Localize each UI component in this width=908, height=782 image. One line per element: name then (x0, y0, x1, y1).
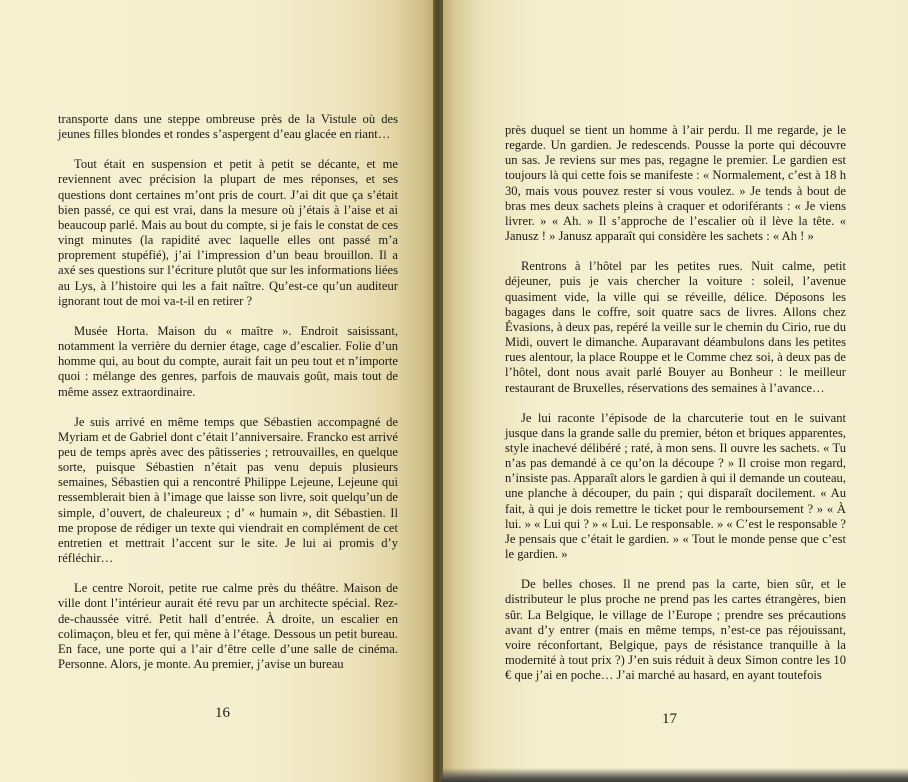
paragraph: Musée Horta. Maison du « maître ». Endroit saisissant, notamment la verrière du dernier étage, cage d’escalier. Folie d’un homme qui, au bout du compte, aurait fait un peu tout et n’importe quoi : mélange des genres, parfois de mauvais goût, mais tout de même assez extraordinaire. (58, 323, 398, 399)
paragraph: De belles choses. Il ne prend pas la carte, bien sûr, et le distributeur le plus proche ne prend pas les cartes étrangères, bien sûr. La Belgique, le village de l’Europe ; prendre ses précautions avant d’y entrer (mais en même temps, n’est-ce pas réjouissant, voire réconfortant, Belgique, pays de résistance tranquille à la modernité à tout prix ?) J’en suis réduit à deux Simon contre les 10 € que j’ai en poche… J’ai marché au hasard, en ayant toutefois (505, 577, 846, 683)
paragraph: Rentrons à l’hôtel par les petites rues. Nuit calme, petit déjeuner, puis je vais chercher la voiture : soleil, l’avenue quasiment vide, la ville qui se réveille, délice. Déposons les bagages dans le coffre, soit quatre sacs de livres. Allons chez Évasions, à deux pas, repéré la veille sur le chemin du Cirio, rue du Midi, ouvert le dimanche. Auparavant déambulons dans les petites rues alentour, la place Rouppe et le Comme chez soi, à deux pas de l’hôtel, dont nous avait parlé Bouyer au Bonheur : le meilleur restaurant de Bruxelles, réservations des semaines à l’avance… (505, 259, 846, 395)
paragraph: près duquel se tient un homme à l’air perdu. Il me regarde, je le regarde. Un gardien. Je redescends. Pousse la porte qui découvre un sas. Je reviens sur mes pas, regagne le premier. Le gardien est toujours là qui cette fois se manifeste : « Normalement, c’est à 18 h 30, mais vous pouvez rester si vous voulez. » Je tends à bout de bras mes deux sachets pleins à craquer et odoriférants : « Je viens livrer. » « Ah. » Il s’approche de l’escalier où il lève la tête. « Janusz ! » Janusz apparaît qui considère les sachets : « Ah ! » (505, 123, 846, 244)
page-edge-shadow (441, 768, 908, 782)
page-number: 17 (662, 711, 677, 727)
right-page-text (505, 123, 846, 698)
paragraph: Le centre Noroit, petite rue calme près du théâtre. Maison de ville dont l’intérieur aurait été revu par un architecte spécial. Rez-de-chaussée vitré. Petit hall d’entrée. À droite, un escalier en colimaçon, bleu et fer, qui mène à l’étage. Dessous un petit bureau. En face, une porte qui a l’air d’être celle d’une salle de cinéma. Personne. Alors, je monte. Au premier, j’avise un bureau (58, 581, 398, 671)
left-page (0, 0, 437, 782)
book-gutter (433, 0, 443, 782)
left-page-text (58, 112, 398, 687)
paragraph: Je suis arrivé en même temps que Sébastien accompagné de Myriam et de Gabriel dont c’était l’anniversaire. Francko est arrivé peu de temps après avec des pâtisseries ; retrouvailles, en quelque sorte, puisque Sébastien n’était pas venu depuis plusieurs semaines, Sébastien qui a rencontré Philippe Lejeune, Lejeune qui ressemblerait bien à l’image que laisse son livre, soit quelqu’un de simple, d’ouvert, de chaleureux ; d’ « humain », dit Sébastien. Il me propose de rédiger un texte qui viendrait en complément de cet entretien et mettrait l’accent sur le site. Je lui ai promis d’y réfléchir… (58, 414, 398, 566)
paragraph: transporte dans une steppe ombreuse près de la Vistule où des jeunes filles blondes et rondes s’aspergent d’eau glacée en riant… (58, 112, 398, 142)
paragraph: Tout était en suspension et petit à petit se décante, et me reviennent avec précision la plupart de mes réponses, et ses questions dont certaines m’ont pris de court. J’ai dit que ça s’était bien passé, ce qui est vrai, dans la mesure où j’étais à l’aise et ai beaucoup parlé. Mais au bout du compte, si je fais le constat de ces vingt minutes (la rapidité avec laquelle elles ont passé m’a proprement stupéfié), j’ai l’impression d’un beau brouillon. Il a axé ses questions sur l’écriture plutôt que sur les informations liées au Lys, à l’histoire qui les a fait naître. Qu’est-ce qu’un auditeur ignorant tout de moi va-t-il en retirer ? (58, 157, 398, 308)
page-number: 16 (215, 705, 230, 721)
paragraph: Je lui raconte l’épisode de la charcuterie tout en le suivant jusque dans la grande salle du premier, béton et briques apparentes, style inachevé délibéré ; raté, à mon sens. Il ouvre les sachets. « Tu n’as pas demandé à ce qu’on la découpe ? » Il croise mon regard, n’insiste pas. Apparaît alors le gardien à qui il demande un couteau, une planche à découper, du pain ; qui disparaît docilement. « Au fait, à qui je dois remettre le ticket pour le remboursement ? » « À lui. » « Lui qui ? » « Lui. Le responsable. » « C’est le responsable ? Je pensais que c’était le gardien. » « Tout le monde pense que c’est le gardien. » (505, 410, 847, 562)
